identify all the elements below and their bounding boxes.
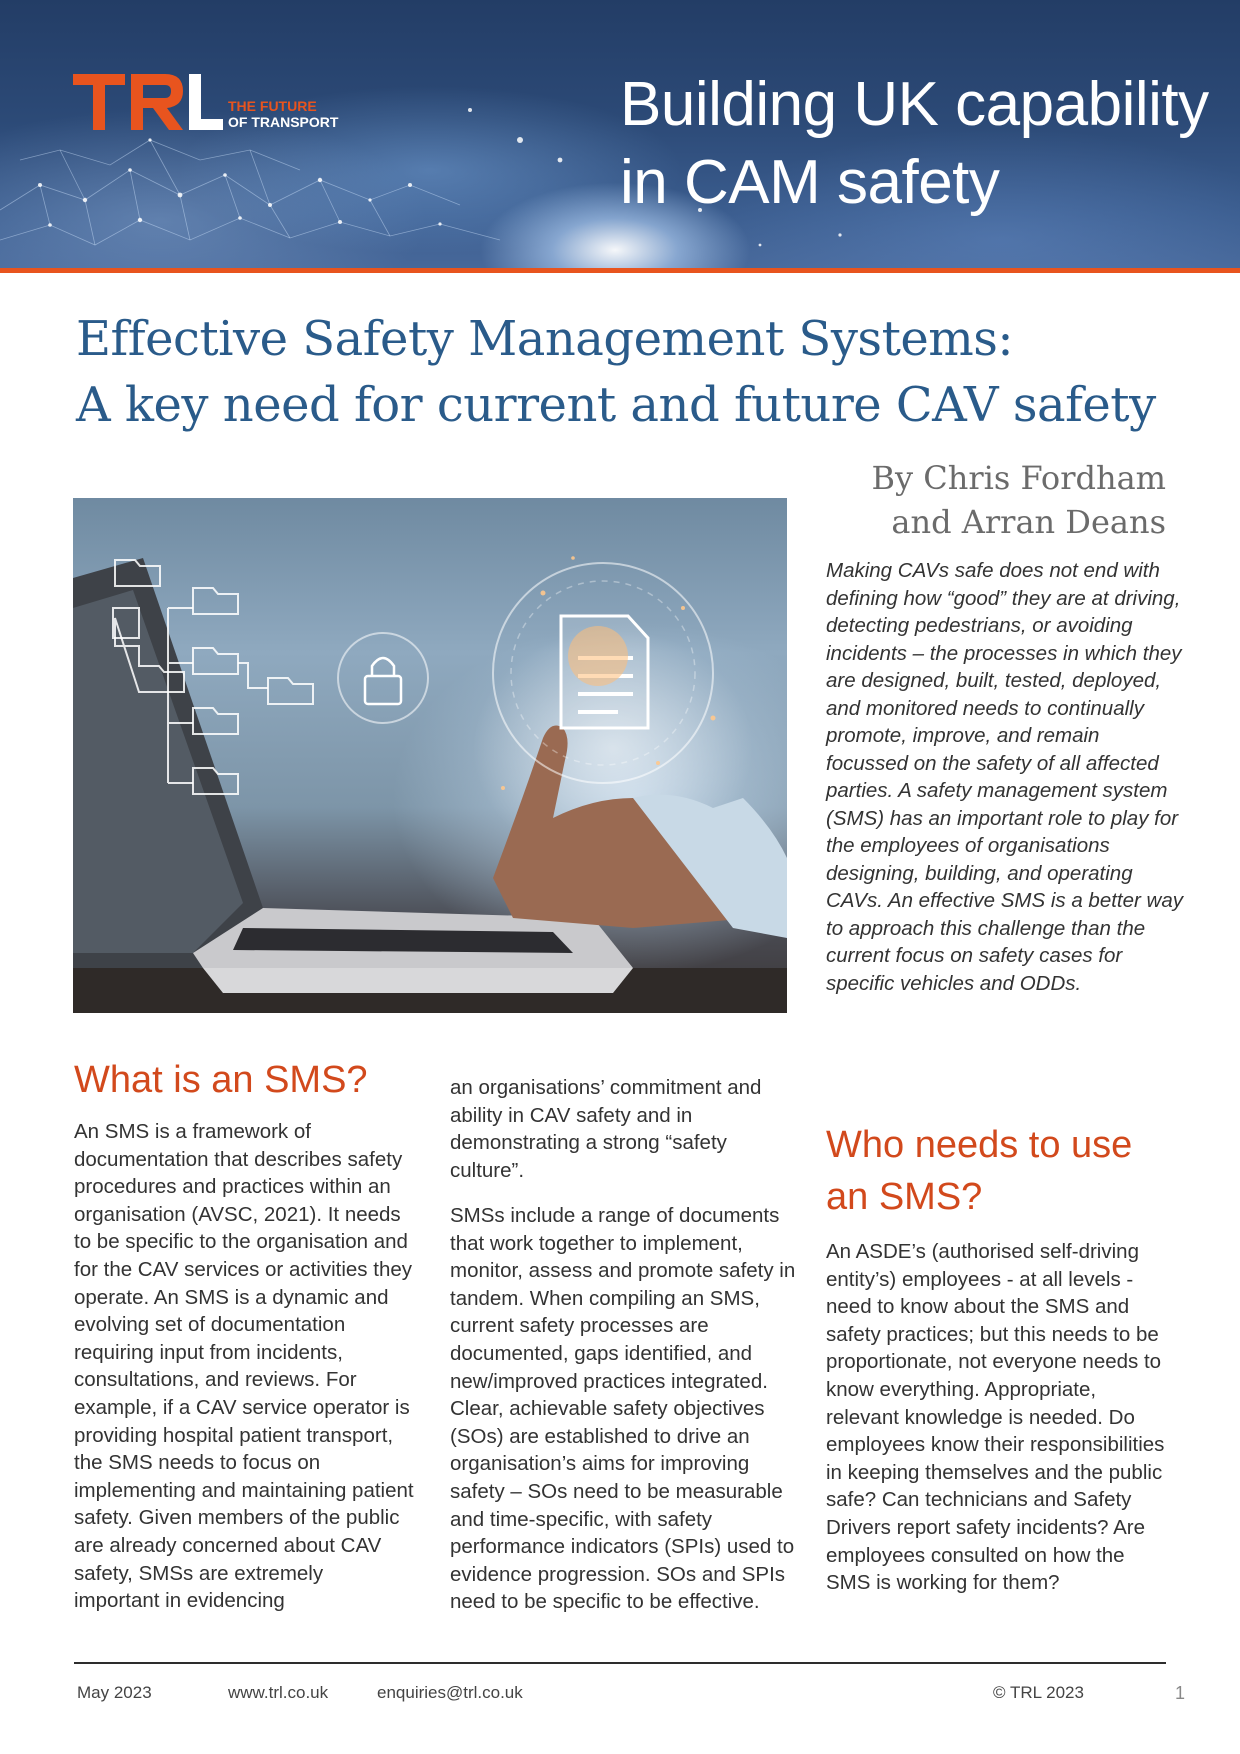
heading-what-is-sms: What is an SMS? [74,1059,368,1101]
footer-copyright: © TRL 2023 [993,1683,1084,1702]
header-divider [0,268,1240,273]
article-title-line-1: Effective Safety Management Systems: [76,311,1014,367]
tagline-line-2: OF TRANSPORT [228,114,339,130]
banner-title-line-1: Building UK capability [620,70,1209,139]
banner-title-line-2: in CAM safety [620,148,1000,217]
what-is-sms-body: An SMS is a framework of documentation that describes safety procedures and practices within an organisation (AVSC, 2021). It needs to be specific to the organisation and for the CAV services or activities they operate. An SMS is a dynamic and evolving set of documentation requiring input from incidents, consultations, and reviews. For example, if a CAV service operator is providing hospital patient transport, the SMS needs to focus on implementing and maintaining patient safety. Given members of the public are already concerned about CAV safety, SMSs are extremely important in evidencing [74,1120,414,1613]
byline [871,456,1166,544]
sms-documents-body: SMSs include a range of documents that work together to implement, monitor, assess and promote safety in tandem. When compiling an SMS, current safety processes are documented, gaps identified, and new/improved practices integrated. Clear, achievable safety objectives (SOs) are established to drive an organisation’s aims for improving safety – SOs need to be measurable and time-specific, with safety performance indicators (SPIs) used to evidence progression. SOs and SPIs need to be specific to be effective. [450,1204,796,1614]
who-needs-sms-body: An ASDE’s (authorised self-driving entity’s) employees - at all levels - need to know about the SMS and safety practices; but this needs to be proportionate, not everyone needs to know everything. Appropriate, relevant knowledge is needed. Do employees know their responsibilities in keeping themselves and the public safe? Can technicians and Safety Drivers report safety incidents? Are employees consulted on how the SMS is working for them? [826,1240,1165,1595]
byline-line-2: and Arran Deans [891,503,1166,541]
header-banner [0,0,1240,268]
footer-divider [74,1662,1166,1664]
intro-paragraph: Making CAVs safe does not end with defining how “good” they are at driving, detecting pedestrians, or avoiding incidents – the processes in which they are designed, built, tested, deployed, and monitored needs to continually promote, improve, and remain focussed on the safety of all affected parties. A safety management system (SMS) has an important role to play for the employees of organisations designing, building, and operating CAVs. An effective SMS is a better way to approach this challenge than the current focus on safety cases for specific vehicles and ODDs. [826,559,1183,995]
what-is-sms-continued: an organisations’ commitment and ability in CAV safety and in demonstrating a strong “safety culture”. [450,1076,762,1182]
article-title-line-2: A key need for current and future CAV safety [76,377,1156,433]
article-title [76,306,1216,438]
logo-tagline [228,98,338,130]
footer-email-link[interactable]: enquiries@trl.co.uk [377,1683,523,1702]
hero-image [73,498,787,1013]
tagline-line-1: THE FUTURE [228,98,317,114]
page-number: 1 [1175,1683,1186,1703]
byline-line-1: By Chris Fordham [871,459,1166,497]
banner-title [620,66,1220,222]
footer-website-link[interactable]: www.trl.co.uk [228,1683,329,1702]
heading-who-needs-sms: Who needs to use an SMS? [826,1124,1133,1218]
footer-date: May 2023 [77,1683,152,1702]
